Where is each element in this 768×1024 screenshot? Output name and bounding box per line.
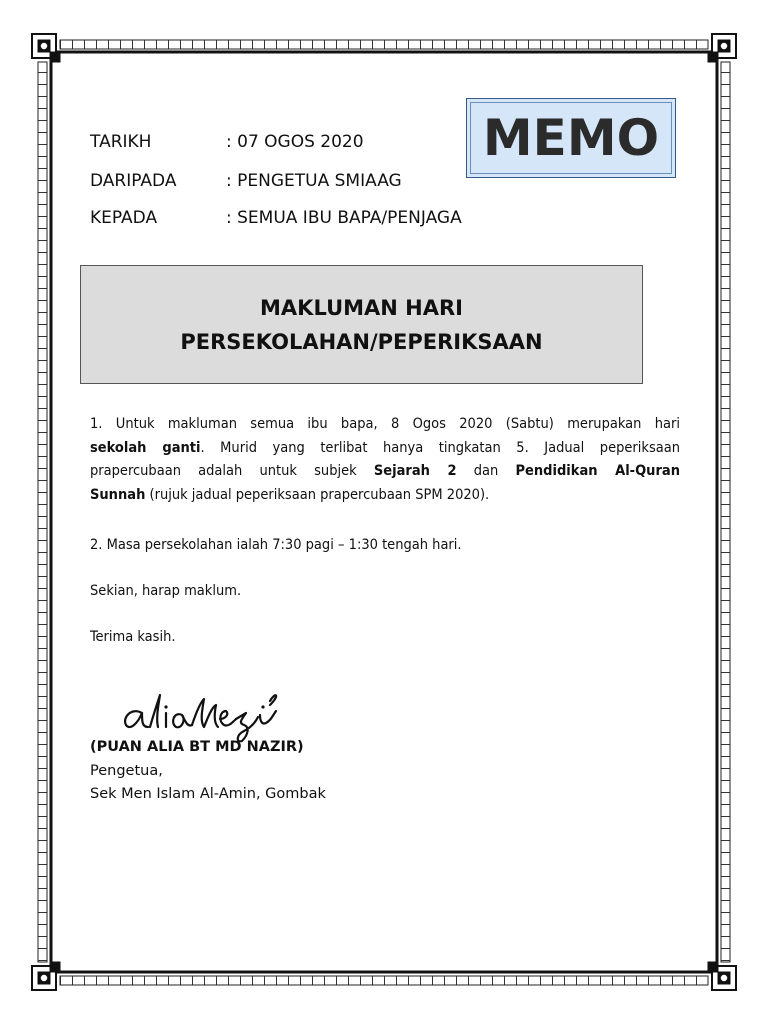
bold-pendidikan: Pendidikan Al-Quran <box>515 463 680 479</box>
memo-title-line-1: MAKLUMAN HARI <box>260 295 463 320</box>
kepada-label: KEPADA <box>90 208 158 228</box>
daripada-value: : PENGETUA SMIAAG <box>226 171 402 191</box>
memo-badge-text: MEMO <box>482 109 660 167</box>
memo-title-line-2: PERSEKOLAHAN/PEPERIKSAAN <box>180 329 543 354</box>
signer-school: Sek Men Islam Al-Amin, Gombak <box>90 786 326 802</box>
paragraph-1-line-1: 1. Untuk makluman semua ibu bapa, 8 Ogos 2020 (Sabtu) merupakan hari <box>90 416 680 432</box>
tarikh-value: : 07 OGOS 2020 <box>226 132 364 152</box>
paragraph-1-line-4 <box>90 484 680 508</box>
signer-title: Pengetua, <box>90 763 163 779</box>
paragraph-1-line-2-rest: . Murid yang terlibat hanya tingkatan 5. Jadual peperiksaan <box>200 439 681 456</box>
closing-terima-kasih: Terima kasih. <box>90 629 176 645</box>
paragraph-2: 2. Masa persekolahan ialah 7:30 pagi – 1:30 tengah hari. <box>90 537 462 553</box>
daripada-label: DARIPADA <box>90 171 177 191</box>
paragraph-1-line-3 <box>90 460 680 484</box>
memo-badge <box>466 98 676 178</box>
tarikh-label: TARIKH <box>90 132 152 152</box>
kepada-value: : SEMUA IBU BAPA/PENJAGA <box>226 208 462 228</box>
paragraph-1-line-4-rest: (rujuk jadual peperiksaan prapercubaan SPM 2020). <box>145 486 490 503</box>
paragraph-1-line-2 <box>90 437 680 461</box>
bold-sunnah: Sunnah <box>90 486 146 503</box>
bold-sejarah: Sejarah 2 <box>373 463 457 479</box>
signer-name: (PUAN ALIA BT MD NAZIR) <box>90 739 304 755</box>
paragraph-1 <box>90 413 680 507</box>
paragraph-1-line-3-c: dan <box>456 463 516 479</box>
memo-title-box <box>80 265 643 384</box>
bold-sekolah-ganti: sekolah ganti <box>90 439 201 456</box>
closing-sekian: Sekian, harap maklum. <box>90 583 242 599</box>
paragraph-1-line-3-a: prapercubaan adalah untuk subjek <box>90 463 374 479</box>
handwritten-signature <box>120 683 305 743</box>
